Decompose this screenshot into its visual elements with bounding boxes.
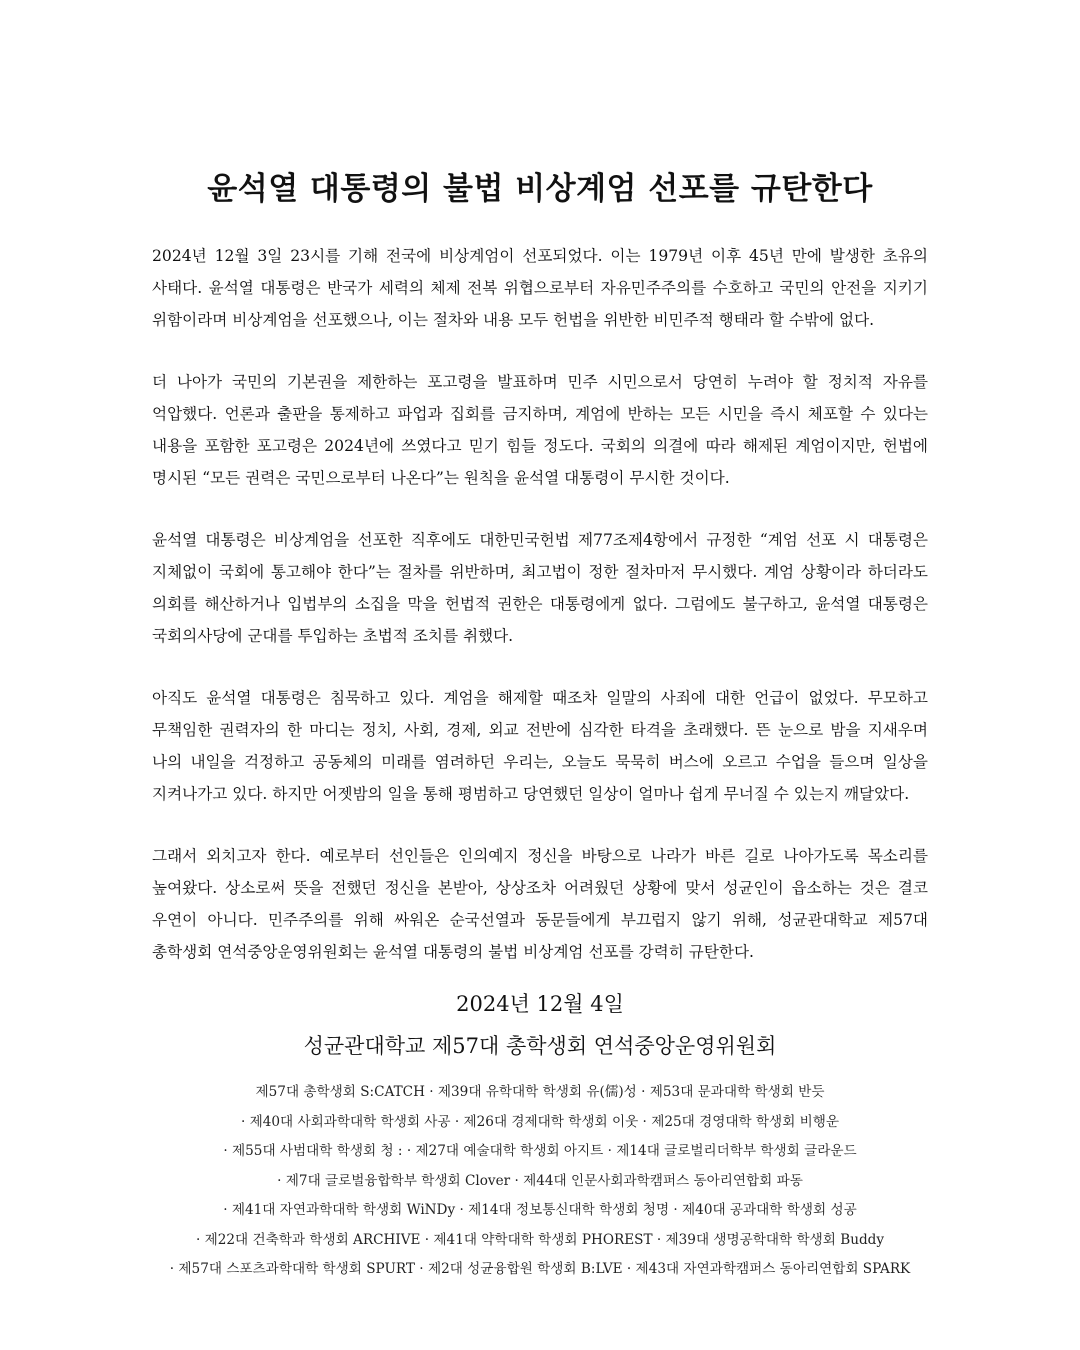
signer-line: · 제22대 건축학과 학생회 ARCHIVE · 제41대 약학대학 학생회 PHOREST · 제39대 생명공학대학 학생회 Buddy [195,1231,885,1248]
statement-date: 2024년 12월 4일 [456,992,624,1016]
paragraph-1: 2024년 12월 3일 23시를 기해 전국에 비상계엄이 선포되었다. 이는 1979년 이후 45년 만에 발생한 초유의 사태다. 윤석열 대통령은 반국가 세력의 체제 전복 위협으로부터 자유민주주의를 수호하고 국민의 안전을 지키기 위함이라며 비상계엄을 선포했으나, 이는 절차와 내용 모두 헌법을 위반한 비민주적 행태라 할 수밖에 없다. [152,247,928,329]
statement-body [152,240,928,998]
signer-line: 제57대 총학생회 S:CATCH · 제39대 유학대학 학생회 유(儒)성 · 제53대 문과대학 학생회 반듯 [255,1084,825,1100]
paragraph-5: 그래서 외치고자 한다. 예로부터 선인들은 인의예지 정신을 바탕으로 나라가 바른 길로 나아가도록 목소리를 높여왔다. 상소로써 뜻을 전했던 정신을 본받아, 상상조차 어려웠던 상황에 맞서 성균인이 읍소하는 것은 결코 우연이 아니다. 민주주의를 위해 싸워온 순국선열과 동문들에게 부끄럽지 않기 위해, 성균관대학교 제57대 총학생회 연석중앙운영위원회는 윤석열 대통령의 불법 비상계엄 선포를 강력히 규탄한다. [152,847,928,961]
paragraph-2: 더 나아가 국민의 기본권을 제한하는 포고령을 발표하며 민주 시민으로서 당연히 누려야 할 정치적 자유를 억압했다. 언론과 출판을 통제하고 파업과 집회를 금지하며, 계엄에 반하는 모든 시민을 즉시 체포할 수 있다는 내용을 포함한 포고령은 2024년에 쓰였다고 믿기 힘들 정도다. 국회의 의결에 따라 해제된 계엄이지만, 헌법에 명시된 “모든 권력은 국민으로부터 나온다”는 원칙을 윤석열 대통령이 무시한 것이다. [152,373,928,487]
signer-line: · 제55대 사범대학 학생회 청 : · 제27대 예술대학 학생회 아지트 · 제14대 글로벌리더학부 학생회 글라운드 [223,1143,857,1159]
signer-list [0,1078,1080,1285]
paragraph-3: 윤석열 대통령은 비상계엄을 선포한 직후에도 대한민국헌법 제77조제4항에서 규정한 “계엄 선포 시 대통령은 지체없이 국회에 통고해야 한다”는 절차를 위반하며, 최고법이 정한 절차마저 무시했다. 계엄 상황이라 하더라도 의회를 해산하거나 입법부의 소집을 막을 헌법적 권한은 대통령에게 없다. 그럼에도 불구하고, 윤석열 대통령은 국회의사당에 군대를 투입하는 초법적 조치를 취했다. [152,531,928,645]
paragraph-4: 아직도 윤석열 대통령은 침묵하고 있다. 계엄을 해제할 때조차 일말의 사죄에 대한 언급이 없었다. 무모하고 무책임한 권력자의 한 마디는 정치, 사회, 경제, 외교 전반에 심각한 타격을 초래했다. 뜬 눈으로 밤을 지새우며 나의 내일을 걱정하고 공동체의 미래를 염려하던 우리는, 오늘도 묵묵히 버스에 오르고 수업을 들으며 일상을 지켜나가고 있다. 하지만 어젯밤의 일을 통해 평범하고 당연했던 일상이 얼마나 쉽게 무너질 수 있는지 깨달았다. [152,689,928,803]
signer-line: · 제7대 글로벌융합학부 학생회 Clover · 제44대 인문사회과학캠퍼스 동아리연합회 파동 [277,1172,803,1189]
signer-line: · 제57대 스포츠과학대학 학생회 SPURT · 제2대 성균융합원 학생회 B:LVE · 제43대 자연과학캠퍼스 동아리연합회 SPARK [169,1261,911,1277]
issuing-organization: 성균관대학교 제57대 총학생회 연석중앙운영위원회 [303,1034,777,1058]
statement-title: 윤석열 대통령의 불법 비상계엄 선포를 규탄한다 [207,171,873,207]
signer-line: · 제40대 사회과학대학 학생회 사공 · 제26대 경제대학 학생회 이웃 · 제25대 경영대학 학생회 비행운 [240,1113,840,1130]
signer-line: · 제41대 자연과학대학 학생회 WiNDy · 제14대 정보통신대학 학생회 청명 · 제40대 공과대학 학생회 성공 [223,1202,857,1218]
